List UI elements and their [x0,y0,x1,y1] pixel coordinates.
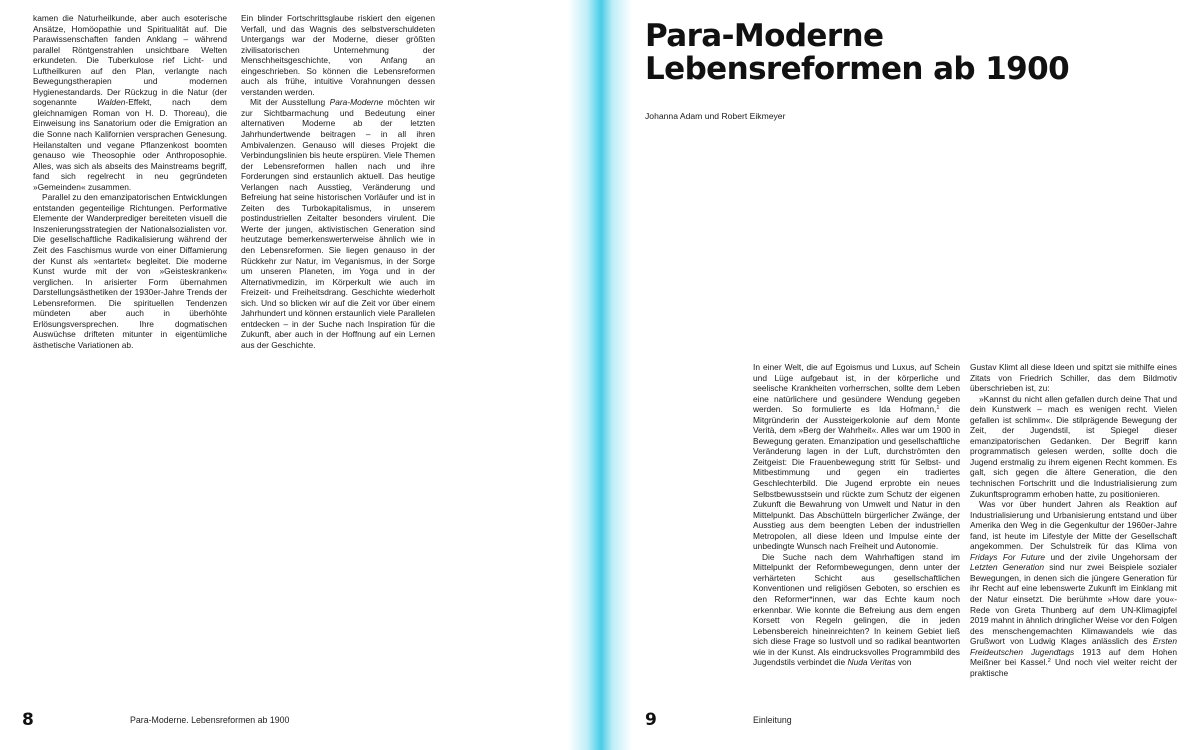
paragraph: Ein blinder Fortschrittsglaube riskiert den eigenen Verfall, und das Wagnis des selbstverschuldeten Untergangs war der Moderne, dieser größten zivilisatorischen Unternehmung der Menschheitsgeschichte, von Anfang an eingeschrieben. So können die Lebensreformen auch als frühe, intuitive Vorahnungen dessen verstanden werden. [241,13,435,97]
italic-title: Nuda Veritas [847,657,896,668]
italic-title: Letzten Generation [970,562,1045,573]
italic-title: Walden [97,97,126,108]
chapter-title-line-2: Lebensreformen ab 1900 [645,51,1070,87]
left-page-column-1 [33,13,227,351]
paragraph: »Kannst du nicht allen gefallen durch deine That und dein Kunstwerk – mach es wenigen recht. Vielen gefallen ist schlimm«. Die stilprägende Bewegung der Zeit, der Jugendstil, ist Spiegel dieser emanzipatorischen Gedanken. Der Begriff kann programmatisch gelesen werden, sollte doch die Jugend erstmalig zu ihrem eigenen Recht kommen. Es galt, sich gegen die ältere Generation, die den technischen Fortschritt und die Industrialisierung zum Zukunftsprogramm erhoben hatte, zu positionieren. [970,393,1177,499]
paragraph: kamen die Naturheilkunde, aber auch esoterische Ansätze, Homöopathie und Spiritualität auf. Die Parawissenschaften fanden Anklang – während parallel Röntgenstrahlen unsichtbare Welten erkundeten. Die Tuberkulose rief Licht- und Luftheilkuren auf den Plan, verlangte nach Bewegungstherapien und modernen Hygienestandards. Der Rückzug in die Natur (der sogenannte Walden-Effekt, nach dem gleichnamigen Roman von H. D. Thoreau), die Einweisung ins Sanatorium oder die Emigration an die Sonne nach Kalifornien versprachen Genesung. Heilanstalten und vegane Pflanzenkost boomten genauso wie Theosophie oder Anthroposophie. Alles, was sich als abseits des Mainstreams begriff, fand sich regelrecht in neu gegründeten »Gemeinden« zusammen. [33,13,227,192]
paragraph: Die Suche nach dem Wahrhaftigen stand im Mittelpunkt der Reformbewegungen, denn unter der verhärteten Schicht aus gesellschaftlichen Konventionen und religiösen Geboten, so erschien es den Reformer*innen, war das Echte kaum noch erkennbar. Wie konnte die Befreiung aus dem engen Korsett von Regeln gelingen, die in jeden Lebensbereich hineinreichten? In keinem Gebiet ließ sich diese Frage so lustvoll und so radikal beantworten wie in der Kunst. Als eindrucksvolles Programmbild des Jugendstils verbindet die Nuda Veritas von [753,551,960,668]
paragraph: Mit der Ausstellung Para-Moderne möchten wir zur Sichtbarmachung und Bedeutung einer alternativen Moderne ab der letzten Jahrhundertwende beitragen – in all ihren Ambivalenzen. Genauso will dieses Projekt die Verbindungslinien bis heute erspüren. Viele Themen der Lebensreformen hallen nach und ihre Forderungen sind erstaunlich aktuell. Das heutige Verlangen nach Ausstieg, Veränderung und Befreiung hat seine historischen Vorläufer und ist in Zeiten des Turbokapitalismus, in unserem postindustriellen Zeitalter besonders virulent. Die Werte der jungen, aktivistischen Generation sind heutzutage bemerkenswerterweise ähnlich wie in den Lebensreformen. Sie liegen genauso in der Rückkehr zur Natur, im Veganismus, in der Sorge um unseren Planeten, im Yoga und in der Alternativmedizin, im Körperkult wie auch im Freizeit- und Freiheitsdrang. Geschichte wiederholt sich. Und so blicken wir auf die Zeit vor über einem Jahrhundert und können erstaunlich viele Parallelen entdecken – in der Suche nach Inspiration für die Zukunft, aber auch in der Hoffnung auf ein Lernen aus der Geschichte. [241,97,435,350]
paragraph: In einer Welt, die auf Egoismus und Luxus, auf Schein und Lüge aufgebaut ist, in der körperliche und seelische Krankheiten vorherrschen, sollte dem Leben eine natürlichere und gesündere Wendung gegeben werden. So formulierte es Ida Hofmann,$^1$ die Mitgründerin der Aussteigerkolonie auf dem Monte Verità, dem »Berg der Wahrheit«. Alles war um 1900 in Bewegung geraten. Emanzipation und gesellschaftliche Veränderung lagen in der Luft, durchströmten den Zeitgeist: Die Frauenbewegung stritt für Selbst- und Mitbestimmung und gegen ein tradiertes Geschlechterbild. Die Jugend erprobte ein neues Selbstbewusstsein und rückte zum Schutz der eigenen Zukunft die Bewahrung von Umwelt und Natur in den Mittelpunkt. Das Abschütteln bürgerlicher Zwänge, der Ausstieg aus dem beengten Leben der industriellen Metropolen, all diese Ideen und Impulse einte der unbedingte Wunsch nach Freiheit und Autonomie. [753,362,960,552]
right-page-column-1 [753,362,960,668]
paragraph: Gustav Klimt all diese Ideen und spitzt sie mithilfe eines Zitats von Friedrich Schiller, das dem Bildmotiv überschrieben ist, zu: [970,362,1177,394]
right-page-column-2 [970,362,1177,678]
left-page-number: 8 [22,710,34,730]
chapter-title-line-1: Para-Moderne [645,18,884,54]
footnote-marker: 2 [1047,658,1051,665]
italic-title: Fridays For Future [970,551,1046,562]
left-page-column-2 [241,13,435,351]
gutter-gradient [568,0,632,750]
footnote-marker: 1 [936,405,940,412]
right-running-head: Einleitung [753,715,792,725]
left-running-head: Para-Moderne. Lebensreformen ab 1900 [130,715,290,725]
chapter-title [645,20,1185,86]
italic-title: Ersten Freideutschen Jugendtags [970,636,1177,657]
italic-title: Para-Moderne [329,97,384,108]
paragraph: Was vor über hundert Jahren als Reaktion auf Industrialisierung und Urbanisierung entstand und über Amerika den Weg in die Gegenkultur der 1960er-Jahre fand, ist heute im Lifestyle der Mitte der Gesellschaft angekommen. Der Schulstreik für das Klima von Fridays For Future und der zivile Ungehorsam der Letzten Generation sind nur zwei Beispiele sozialer Bewegungen, in denen sich die jüngere Generation für ihr Recht auf eine lebenswerte Zukunft im Einklang mit der Natur einsetzt. Die berühmte »How dare you«-Rede von Greta Thunberg auf dem UN-Klimagipfel 2019 mahnt in ähnlich dringlicher Weise vor den Folgen des menschengemachten Klimawandels wie das Grußwort von Ludwig Klages anlässlich des Ersten Freideutschen Jugendtags 1913 auf dem Hohen Meißner bei Kassel.$^2$ Und noch viel weiter reicht der praktische [970,499,1177,678]
authors: Johanna Adam und Robert Eikmeyer [645,111,786,121]
right-page-number: 9 [645,710,657,730]
paragraph: Parallel zu den emanzipatorischen Entwicklungen entstanden gegenteilige Richtungen. Performative Elemente der Wanderprediger bereiteten visuell die Inszenierungsstrategien der Nationalsozialisten vor. Die gesellschaftliche Radikalisierung während der Zeit des Faschismus wurde von einer Diffamierung der Kunst als »entartet« begleitet. Die moderne Kunst wurde mit der von »Geisteskranken« verglichen. In arisierter Form übernahmen Darstellungsästhetiken der 1930er-Jahre Trends der Lebensreformen. Die spirituellen Tendenzen mündeten aber auch in überhöhte Erlösungsversprechen. Ihre dogmatischen Auswüchse drifteten mitunter in eigentümliche ästhetische Variationen ab. [33,192,227,350]
